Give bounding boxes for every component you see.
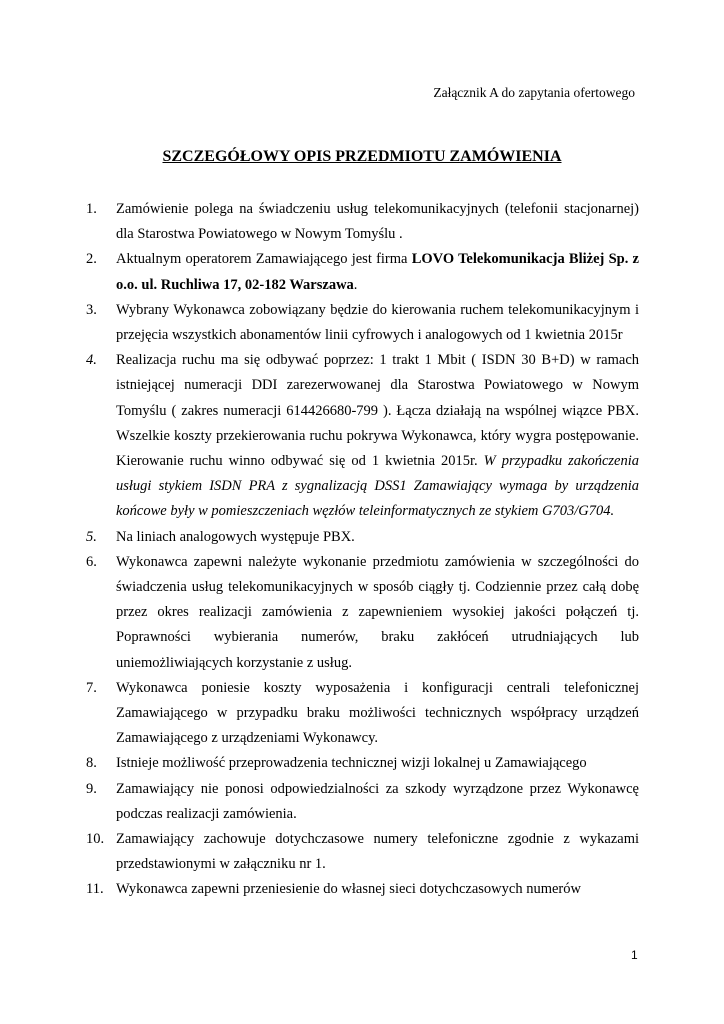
page-number: 1 [631, 948, 638, 962]
item-number: 11. [86, 881, 104, 898]
item-number: 5. [86, 528, 97, 545]
item-text: Realizacja ruchu ma się odbywać poprzez: 1 trakt 1 Mbit ( ISDN 30 B+D) w ramach istniejącej numeracji DDI zarezerwowanej dla Starostwa Powiatowego w Nowym Tomyślu ( zakres numeracji 614426680-799 ). Łącza działają na wspólnej wiązce PBX. Wszelkie koszty przekierowania ruchu pokrywa Wykonawca, który wygra postępowanie. Kierowanie ruchu winno odbywać się od 1 kwietnia 2015r. [116, 352, 639, 470]
item-text: Aktualnym operatorem Zamawiającego jest firma [116, 251, 412, 268]
operator-name: LOVO Telekomunikacja Bliżej Sp. z o.o. ul. Ruchliwa 17, 02-182 Warszawa [116, 251, 639, 293]
item-text-end: . [353, 276, 358, 293]
item-number: 4. [86, 352, 97, 369]
attachment-note: Załącznik A do zapytania ofertowego [433, 85, 635, 100]
list-item [86, 777, 639, 827]
list-item [86, 247, 639, 297]
item-number: 2. [86, 251, 97, 268]
item-text: Wykonawca zapewni przeniesienie do własnej sieci dotychczasowych numerów [116, 881, 581, 898]
requirements-list [86, 197, 639, 903]
list-item [86, 550, 639, 676]
item-text: Wykonawca zapewni należyte wykonanie przedmiotu zamówienia w szczególności do świadczenia usług telekomunikacyjnych w sposób ciągły tj. Codziennie przez całą dobę przez okres realizacji zamówienia z zapewnieniem wysokiej jakości połączeń tj. Poprawności wybierania numerów, braku zakłóceń utrudniających lub uniemożliwiających korzystanie z usług. [116, 553, 639, 671]
item-text: Wybrany Wykonawca zobowiązany będzie do kierowania ruchem telekomunikacyjnym i przejęcia wszystkich abonamentów linii cyfrowych i analogowych od 1 kwietnia 2015r [116, 301, 639, 344]
item-text: Zamawiający zachowuje dotychczasowe numery telefoniczne zgodnie z wykazami przedstawionymi w załączniku nr 1. [116, 831, 639, 873]
item-number: 8. [86, 755, 97, 772]
list-item [86, 676, 639, 752]
item-number: 3. [86, 301, 97, 318]
item-text-italic: W przypadku zakończenia usługi stykiem ISDN PRA z sygnalizacją DSS1 Zamawiający wymaga by urządzenia końcowe były w pomieszczeniach węzłów teleinformatycznych ze stykiem G703/G704. [116, 453, 640, 520]
item-text: Na liniach analogowych występuje PBX. [116, 528, 355, 545]
list-item [86, 751, 639, 776]
item-text: Zamówienie polega na świadczeniu usług telekomunikacyjnych (telefonii stacjonarnej) dla Starostwa Powiatowego w Nowym Tomyślu . [116, 201, 639, 243]
item-number: 6. [86, 553, 97, 570]
item-number: 10. [86, 831, 105, 848]
list-item [86, 525, 639, 550]
item-text: Istnieje możliwość przeprowadzenia technicznej wizji lokalnej u Zamawiającego [116, 755, 587, 772]
list-item [86, 877, 639, 902]
list-item [86, 298, 639, 348]
item-text: Wykonawca poniesie koszty wyposażenia i konfiguracji centrali telefonicznej Zamawiającego w przypadku braku możliwości technicznych współpracy urządzeń Zamawiającego z urządzeniami Wykonawcy. [116, 679, 639, 747]
list-item [86, 197, 639, 247]
item-number: 7. [86, 679, 97, 696]
list-item [86, 827, 639, 877]
item-number: 9. [86, 780, 97, 797]
item-text: Zamawiający nie ponosi odpowiedzialności za szkody wyrządzone przez Wykonawcę podczas realizacji zamówienia. [116, 780, 639, 822]
list-item [86, 348, 639, 524]
item-number: 1. [86, 201, 97, 217]
page-title: SZCZEGÓŁOWY OPIS PRZEDMIOTU ZAMÓWIENIA [162, 148, 562, 165]
